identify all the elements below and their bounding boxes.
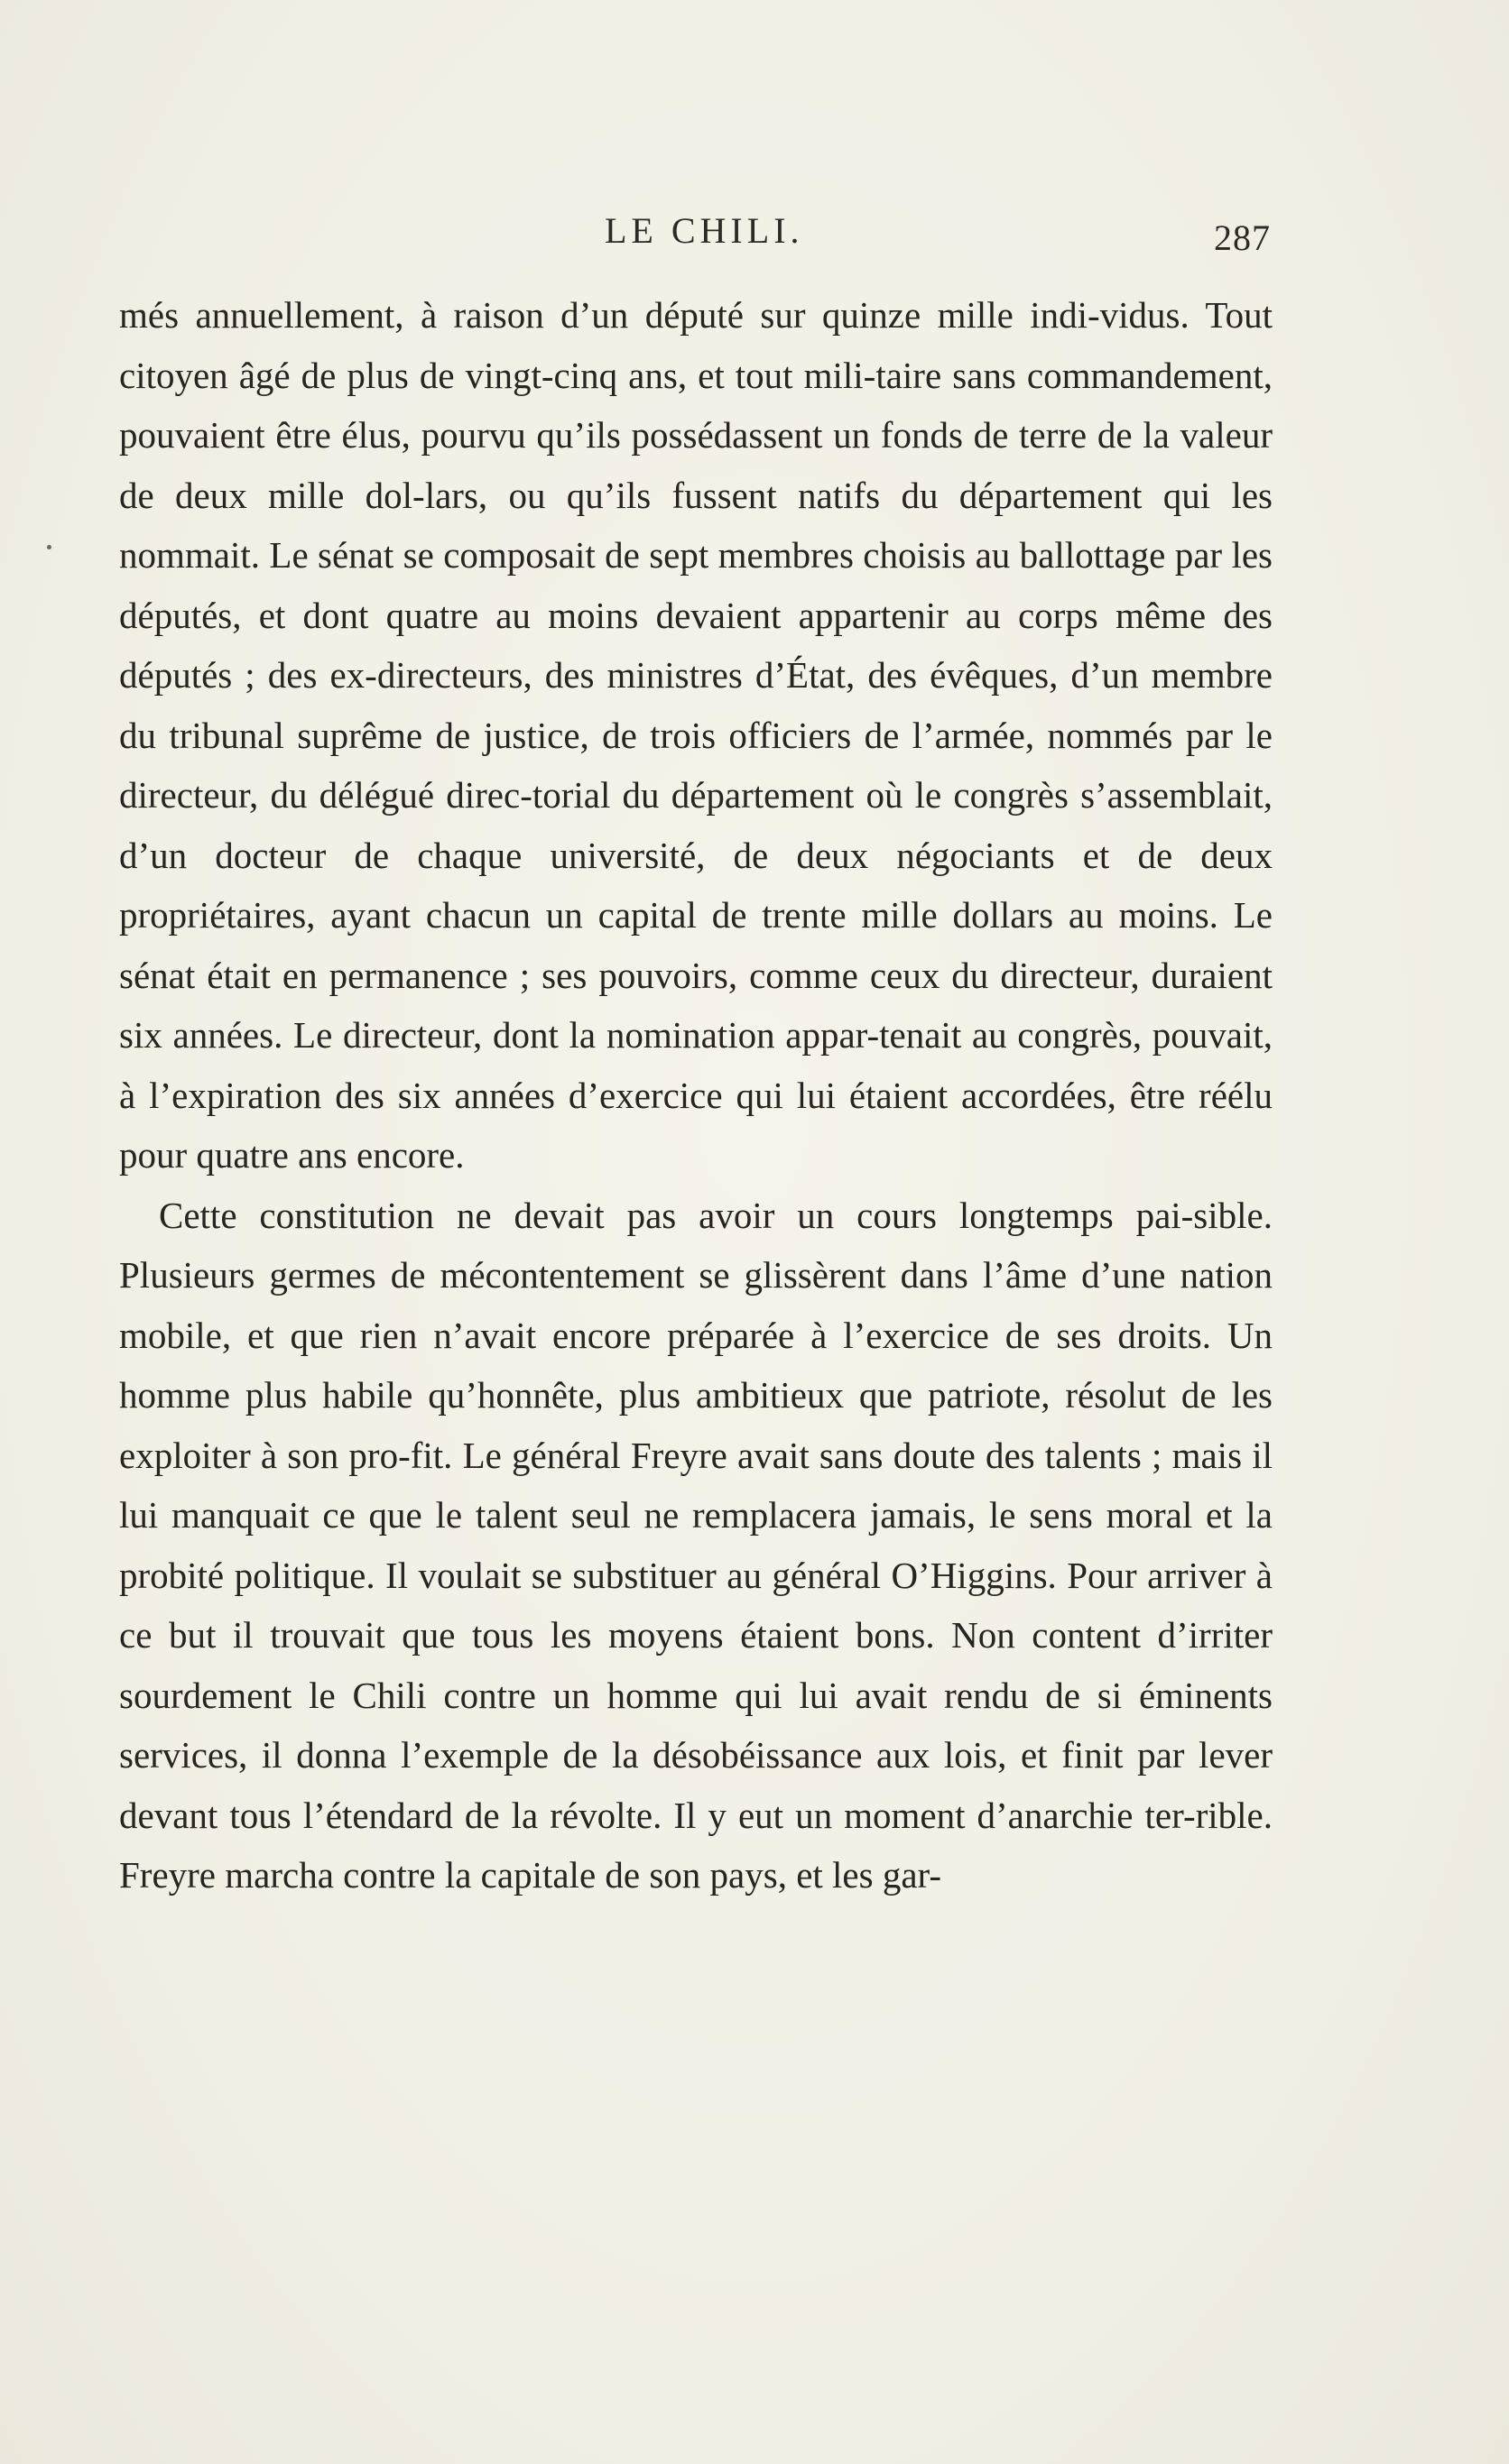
paragraph-1: més annuellement, à raison d’un député sur quinze mille indi-vidus. Tout citoyen âgé de plus de vingt-cinq ans, et tout mili-taire sans commandement, pouvaient être élus, pourvu qu’ils possédassent un fonds de terre de la valeur de deux mille dol-lars, ou qu’ils fussent natifs du département qui les nommait. Le sénat se composait de sept membres choisis au ballottage par les députés, et dont quatre au moins devaient appartenir au corps même des députés ; des ex-directeurs, des ministres d’État, des évêques, d’un membre du tribunal suprême de justice, de trois officiers de l’armée, nommés par le directeur, du délégué direc-torial du département où le congrès s’assemblait, d’un docteur de chaque université, de deux négociants et de deux propriétaires, ayant chacun un capital de trente mille dollars au moins. Le sénat était en permanence ; ses pouvoirs, comme ceux du directeur, duraient six années. Le directeur, dont la nomination appar-tenait au congrès, pouvait, à l’expiration des six années d’exercice qui lui étaient accordées, être réélu pour quatre ans encore. — [119, 294, 1273, 1176]
running-head — [0, 209, 1509, 272]
paragraph-2: Cette constitution ne devait pas avoir un cours longtemps pai-sible. Plusieurs germes de mécontentement se glissèrent dans l’âme d’une nation mobile, et que rien n’avait encore préparée à l’exercice de ses droits. Un homme plus habile qu’honnête, plus ambitieux que patriote, résolut de les exploiter à son pro-fit. Le général Freyre avait sans doute des talents ; mais il lui manquait ce que le talent seul ne remplacera jamais, le sens moral et la probité politique. Il voulait se substituer au général O’Higgins. Pour arriver à ce but il trouvait que tous les moyens étaient bons. Non content d’irriter sourdement le Chili contre un homme qui lui avait rendu de si éminents services, il donna l’exemple de la désobéissance aux lois, et finit par lever devant tous l’étendard de la révolte. Il y eut un moment d’anarchie ter-rible. Freyre marcha contre la capitale de son pays, et les gar- — [119, 1194, 1273, 1896]
page-number: 287 — [1214, 217, 1271, 258]
running-title: LE CHILI. — [605, 210, 804, 251]
stray-ink-mark — [47, 545, 51, 549]
body-text — [119, 285, 1273, 1906]
